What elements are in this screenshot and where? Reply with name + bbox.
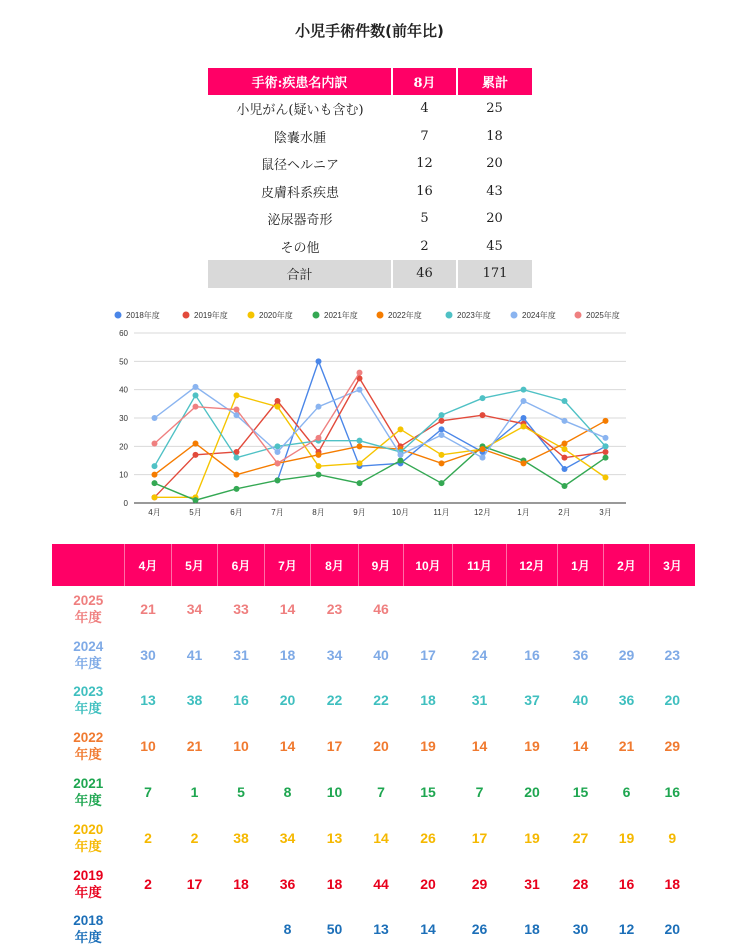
summary-row — [208, 95, 532, 123]
monthly-value-cell — [558, 586, 604, 632]
monthly-value-cell: 16 — [233, 692, 249, 709]
monthly-header-month: 9月 — [359, 544, 404, 586]
monthly-value-cell: 7 — [144, 784, 152, 801]
data-point — [275, 460, 281, 466]
summary-cumulative-cell: 18 — [486, 128, 503, 144]
monthly-value-cell: 30 — [140, 646, 156, 663]
data-point — [521, 424, 527, 430]
data-point — [234, 407, 240, 413]
monthly-value-cell — [650, 586, 696, 632]
data-point — [152, 472, 158, 478]
monthly-value-cell — [172, 907, 218, 952]
y-tick-label: 40 — [119, 385, 128, 395]
series-line — [155, 390, 606, 467]
monthly-value-cell: 18 — [420, 692, 436, 709]
monthly-value-cell: 18 — [233, 875, 249, 892]
monthly-value-cell: 38 — [233, 829, 249, 846]
data-point — [193, 497, 199, 503]
x-tick-label: 2月 — [558, 508, 571, 517]
monthly-year-row — [52, 678, 695, 724]
y-tick-label: 50 — [119, 357, 128, 367]
summary-total-row — [208, 260, 532, 288]
series-line — [155, 421, 606, 475]
data-point — [152, 463, 158, 469]
legend-marker — [446, 312, 453, 319]
data-point — [562, 418, 568, 424]
summary-category-cell: 陰嚢水腫 — [273, 130, 326, 146]
data-point — [562, 483, 568, 489]
summary-cumulative-cell: 20 — [486, 156, 503, 172]
monthly-value-cell: 46 — [373, 600, 389, 617]
year-number: 2020 — [73, 821, 104, 837]
monthly-value-cell: 37 — [524, 692, 540, 709]
monthly-value-cell: 16 — [664, 784, 681, 801]
summary-cumulative-cell: 25 — [486, 101, 503, 117]
y-tick-label: 20 — [119, 442, 128, 452]
data-point — [193, 452, 199, 458]
summary-category-cell: 合計 — [208, 260, 392, 288]
summary-header-month: 8月 — [392, 68, 457, 95]
monthly-value-cell: 10 — [140, 738, 156, 755]
summary-row — [208, 150, 532, 178]
summary-month-cell: 2 — [420, 238, 429, 254]
monthly-value-cell: 7 — [475, 784, 484, 801]
summary-header-category: 手術:疾患名内訳 — [208, 68, 392, 95]
monthly-value-cell: 15 — [420, 784, 436, 801]
monthly-value-cell: 14 — [572, 738, 589, 755]
x-tick-label: 11月 — [433, 508, 450, 517]
monthly-header-month: 12月 — [507, 544, 558, 586]
data-point — [603, 443, 609, 449]
monthly-count-table — [52, 544, 695, 952]
monthly-value-cell: 14 — [420, 921, 436, 938]
year-number: 2018 — [73, 913, 104, 929]
monthly-value-cell: 31 — [524, 875, 540, 892]
data-point — [562, 441, 568, 447]
monthly-year-label — [52, 632, 125, 678]
monthly-value-cell: 29 — [664, 738, 681, 755]
monthly-value-cell: 26 — [420, 829, 436, 846]
data-point — [316, 404, 322, 410]
monthly-value-cell: 24 — [471, 646, 488, 663]
monthly-header-corner — [52, 544, 125, 586]
monthly-header-month: 2月 — [604, 544, 650, 586]
monthly-value-cell: 14 — [279, 600, 296, 617]
data-point — [193, 404, 199, 410]
summary-header-cumulative: 累計 — [457, 68, 532, 95]
monthly-header-month: 6月 — [218, 544, 265, 586]
monthly-year-row — [52, 769, 695, 815]
data-point — [439, 460, 445, 466]
monthly-year-row — [52, 861, 695, 907]
legend-marker — [183, 312, 190, 319]
monthly-value-cell — [218, 907, 265, 952]
data-point — [316, 463, 322, 469]
year-suffix: 年度 — [74, 930, 102, 946]
monthly-year-label — [52, 723, 125, 769]
data-point — [234, 472, 240, 478]
summary-category-cell: その他 — [280, 240, 320, 256]
monthly-value-cell: 44 — [373, 875, 389, 892]
monthly-header-month: 1月 — [558, 544, 604, 586]
series-group — [152, 387, 609, 470]
monthly-value-cell: 31 — [233, 646, 249, 663]
summary-cumulative-cell: 171 — [457, 260, 532, 288]
monthly-value-cell: 31 — [471, 692, 488, 709]
data-point — [603, 418, 609, 424]
data-point — [234, 392, 240, 398]
monthly-year-row — [52, 815, 695, 861]
year-number: 2021 — [73, 776, 104, 792]
monthly-value-cell: 10 — [326, 784, 343, 801]
monthly-value-cell: 21 — [140, 600, 156, 617]
legend-label: 2024年度 — [522, 311, 556, 320]
data-point — [316, 435, 322, 441]
monthly-value-cell: 12 — [618, 921, 635, 938]
monthly-value-cell: 29 — [471, 875, 488, 892]
monthly-value-cell: 20 — [664, 692, 681, 709]
summary-cumulative-cell: 43 — [486, 183, 503, 199]
summary-row — [208, 205, 532, 233]
legend-label: 2019年度 — [194, 311, 228, 320]
monthly-value-cell: 40 — [373, 646, 389, 663]
monthly-value-cell — [604, 586, 650, 632]
monthly-value-cell: 10 — [233, 738, 249, 755]
year-number: 2025 — [73, 592, 104, 608]
monthly-value-cell: 34 — [326, 646, 343, 663]
monthly-value-cell: 18 — [664, 875, 681, 892]
monthly-value-cell: 16 — [618, 875, 635, 892]
series-group — [152, 418, 609, 478]
monthly-value-cell: 17 — [326, 738, 343, 755]
data-point — [316, 358, 322, 364]
monthly-value-cell: 22 — [373, 692, 389, 709]
y-tick-label: 60 — [119, 329, 128, 338]
monthly-value-cell: 2 — [144, 829, 152, 846]
monthly-value-cell: 15 — [572, 784, 589, 801]
monthly-value-cell: 20 — [279, 692, 296, 709]
data-point — [152, 441, 158, 447]
data-point — [562, 446, 568, 452]
page-title: 小児手術件数(前年比) — [295, 22, 444, 40]
monthly-value-cell: 41 — [186, 646, 203, 663]
monthly-value-cell — [453, 586, 507, 632]
data-point — [480, 412, 486, 418]
monthly-value-cell: 18 — [524, 921, 540, 938]
monthly-value-cell: 34 — [186, 600, 203, 617]
data-point — [275, 477, 281, 483]
monthly-value-cell: 19 — [524, 738, 540, 755]
monthly-year-row — [52, 723, 695, 769]
x-tick-label: 1月 — [517, 508, 530, 517]
data-point — [234, 455, 240, 461]
monthly-year-label — [52, 678, 125, 724]
data-point — [275, 443, 281, 449]
monthly-value-cell: 23 — [664, 646, 681, 663]
year-number: 2019 — [73, 867, 104, 883]
legend-label: 2020年度 — [259, 311, 293, 320]
data-point — [275, 449, 281, 455]
data-point — [521, 415, 527, 421]
monthly-value-cell: 5 — [237, 784, 245, 801]
data-point — [193, 441, 199, 447]
surgery-breakdown-table — [208, 68, 532, 288]
data-point — [480, 446, 486, 452]
monthly-surgery-line-chart — [0, 300, 739, 525]
monthly-value-cell: 20 — [373, 738, 389, 755]
data-point — [521, 460, 527, 466]
y-tick-label: 30 — [119, 414, 128, 423]
data-point — [152, 494, 158, 500]
data-point — [152, 415, 158, 421]
summary-category-cell: 小児がん(疑いも含む) — [236, 103, 364, 119]
monthly-value-cell: 50 — [326, 921, 343, 938]
legend-marker — [377, 312, 384, 319]
monthly-year-label — [52, 769, 125, 815]
monthly-value-cell: 14 — [471, 738, 488, 755]
monthly-value-cell: 33 — [233, 600, 249, 617]
data-point — [439, 480, 445, 486]
series-group — [152, 443, 609, 503]
year-number: 2023 — [73, 684, 104, 700]
data-point — [275, 398, 281, 404]
year-suffix: 年度 — [74, 701, 102, 717]
monthly-value-cell: 13 — [373, 921, 389, 938]
x-tick-label: 8月 — [312, 508, 325, 517]
data-point — [357, 460, 363, 466]
summary-row — [208, 178, 532, 206]
year-suffix: 年度 — [74, 747, 102, 763]
x-tick-label: 4月 — [148, 508, 161, 517]
data-point — [357, 370, 363, 376]
legend-label: 2023年度 — [457, 311, 491, 320]
x-tick-label: 9月 — [353, 508, 366, 517]
legend-marker — [511, 312, 518, 319]
data-point — [603, 475, 609, 481]
x-tick-label: 6月 — [230, 508, 243, 517]
monthly-year-label — [52, 586, 125, 632]
y-tick-label: 10 — [119, 470, 128, 480]
monthly-value-cell: 17 — [186, 875, 203, 892]
x-tick-label: 5月 — [189, 508, 202, 517]
monthly-header-month: 11月 — [453, 544, 507, 586]
monthly-header-month: 4月 — [125, 544, 172, 586]
monthly-value-cell: 7 — [377, 784, 385, 801]
legend-label: 2022年度 — [388, 311, 422, 320]
legend-label: 2018年度 — [126, 311, 160, 320]
data-point — [398, 452, 404, 458]
legend-marker — [248, 312, 255, 319]
monthly-value-cell: 16 — [524, 646, 540, 663]
data-point — [357, 387, 363, 393]
data-point — [234, 486, 240, 492]
x-tick-label: 10月 — [392, 508, 409, 517]
summary-category-cell: 鼠径ヘルニア — [260, 158, 339, 174]
legend-marker — [575, 312, 582, 319]
summary-month-cell: 16 — [416, 183, 433, 199]
monthly-value-cell: 1 — [190, 784, 199, 801]
summary-row — [208, 233, 532, 261]
data-point — [603, 455, 609, 461]
monthly-year-label — [52, 861, 125, 907]
monthly-value-cell: 36 — [618, 692, 635, 709]
monthly-value-cell: 26 — [471, 921, 488, 938]
legend-label: 2025年度 — [586, 311, 620, 320]
summary-month-cell: 7 — [420, 128, 429, 144]
monthly-value-cell: 17 — [420, 646, 436, 663]
monthly-value-cell: 29 — [618, 646, 635, 663]
monthly-value-cell: 28 — [572, 875, 589, 892]
monthly-year-row — [52, 586, 695, 632]
year-number: 2024 — [73, 638, 104, 654]
summary-month-cell: 46 — [392, 260, 457, 288]
monthly-value-cell: 6 — [622, 784, 631, 801]
monthly-year-row — [52, 632, 695, 678]
legend-marker — [313, 312, 320, 319]
monthly-year-label — [52, 815, 125, 861]
legend-label: 2021年度 — [324, 311, 358, 320]
monthly-value-cell — [125, 907, 172, 952]
monthly-year-label — [52, 907, 125, 952]
data-point — [357, 480, 363, 486]
data-point — [562, 466, 568, 472]
data-point — [439, 418, 445, 424]
summary-month-cell: 5 — [420, 211, 429, 227]
data-point — [398, 426, 404, 432]
monthly-header-month: 10月 — [404, 544, 453, 586]
monthly-value-cell: 27 — [572, 829, 589, 846]
monthly-value-cell: 8 — [283, 921, 292, 938]
year-suffix: 年度 — [74, 655, 102, 671]
data-point — [193, 384, 199, 390]
year-suffix: 年度 — [74, 609, 102, 625]
monthly-header-month: 5月 — [172, 544, 218, 586]
monthly-value-cell: 34 — [279, 829, 296, 846]
monthly-value-cell: 2 — [190, 829, 199, 846]
year-suffix: 年度 — [74, 838, 102, 854]
monthly-value-cell: 18 — [326, 875, 343, 892]
data-point — [439, 452, 445, 458]
monthly-value-cell: 13 — [326, 829, 343, 846]
data-point — [193, 392, 199, 398]
data-point — [152, 480, 158, 486]
monthly-value-cell — [507, 586, 558, 632]
monthly-value-cell: 20 — [524, 784, 540, 801]
y-tick-label: 0 — [123, 499, 128, 508]
monthly-value-cell: 19 — [420, 738, 436, 755]
monthly-value-cell: 36 — [572, 646, 589, 663]
year-suffix: 年度 — [74, 793, 102, 809]
data-point — [521, 387, 527, 393]
data-point — [316, 472, 322, 478]
data-point — [398, 458, 404, 464]
monthly-value-cell: 40 — [572, 692, 589, 709]
monthly-value-cell: 20 — [664, 921, 681, 938]
monthly-value-cell: 18 — [279, 646, 296, 663]
series-line — [155, 378, 606, 497]
data-point — [357, 438, 363, 444]
monthly-value-cell: 14 — [279, 738, 296, 755]
monthly-value-cell: 14 — [373, 829, 389, 846]
monthly-header-month: 7月 — [265, 544, 311, 586]
data-point — [316, 452, 322, 458]
monthly-value-cell: 38 — [186, 692, 203, 709]
summary-cumulative-cell: 20 — [486, 211, 503, 227]
x-tick-label: 12月 — [474, 508, 491, 517]
data-point — [562, 455, 568, 461]
x-tick-label: 3月 — [599, 508, 612, 517]
monthly-value-cell: 19 — [524, 829, 540, 846]
monthly-value-cell: 8 — [283, 784, 292, 801]
monthly-value-cell: 21 — [186, 738, 203, 755]
legend-marker — [115, 312, 122, 319]
series-group — [152, 384, 609, 461]
data-point — [275, 404, 281, 410]
monthly-value-cell: 23 — [326, 600, 343, 617]
year-suffix: 年度 — [74, 884, 102, 900]
monthly-value-cell: 2 — [144, 875, 152, 892]
summary-category-cell: 泌尿器奇形 — [267, 213, 333, 229]
data-point — [562, 398, 568, 404]
summary-cumulative-cell: 45 — [486, 238, 503, 254]
series-line — [155, 446, 606, 500]
monthly-value-cell: 19 — [618, 829, 635, 846]
data-point — [521, 398, 527, 404]
summary-month-cell: 12 — [416, 156, 433, 172]
monthly-value-cell: 22 — [326, 692, 343, 709]
summary-category-cell: 皮膚科系疾患 — [260, 185, 339, 201]
summary-month-cell: 4 — [420, 101, 429, 117]
data-point — [439, 432, 445, 438]
data-point — [480, 395, 486, 401]
data-point — [357, 443, 363, 449]
monthly-year-row — [52, 907, 695, 952]
monthly-value-cell: 20 — [420, 875, 436, 892]
monthly-value-cell: 36 — [279, 875, 296, 892]
data-point — [439, 412, 445, 418]
data-point — [439, 426, 445, 432]
monthly-value-cell: 30 — [572, 921, 589, 938]
data-point — [480, 455, 486, 461]
x-tick-label: 7月 — [271, 508, 284, 517]
monthly-header-month: 8月 — [311, 544, 359, 586]
summary-header-row — [208, 68, 532, 95]
monthly-value-cell — [404, 586, 453, 632]
monthly-value-cell: 9 — [668, 829, 677, 846]
monthly-value-cell: 21 — [618, 738, 635, 755]
year-number: 2022 — [73, 730, 104, 746]
data-point — [603, 449, 609, 455]
data-point — [603, 435, 609, 441]
monthly-header-row — [52, 544, 695, 586]
monthly-value-cell: 13 — [140, 692, 156, 709]
monthly-header-month: 3月 — [650, 544, 696, 586]
summary-row — [208, 123, 532, 151]
monthly-value-cell: 17 — [471, 829, 488, 846]
